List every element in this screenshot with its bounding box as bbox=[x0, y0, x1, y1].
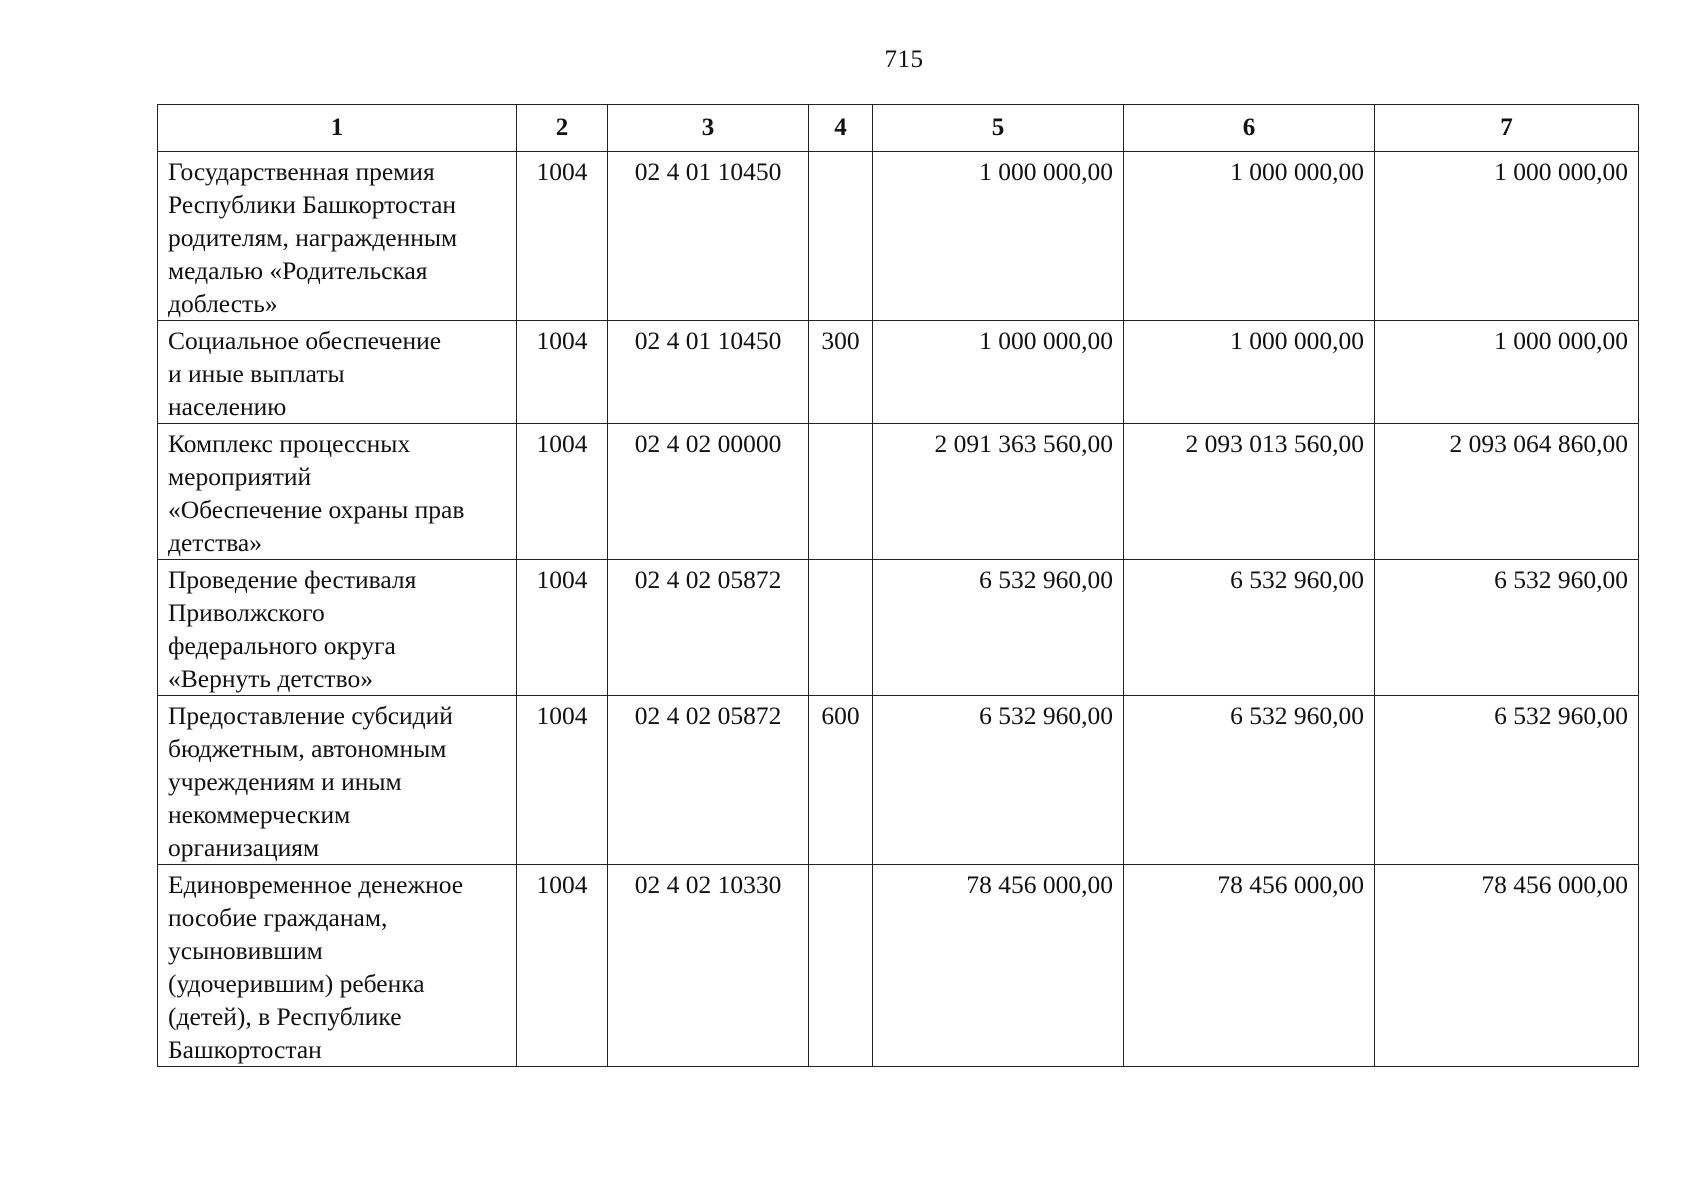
amount-cell: 6 532 960,00 bbox=[873, 560, 1124, 696]
budget-table bbox=[157, 104, 1639, 1067]
name-line: усыновившим bbox=[168, 936, 323, 965]
amount-cell: 6 532 960,00 bbox=[873, 696, 1124, 865]
name-line: некоммерческим bbox=[168, 800, 351, 829]
amount-cell: 78 456 000,00 bbox=[1375, 865, 1639, 1067]
name-line: Башкортостан bbox=[168, 1035, 322, 1064]
section-code-cell: 1004 bbox=[517, 865, 608, 1067]
name-line: Предоставление субсидий bbox=[168, 701, 453, 730]
section-code-cell: 1004 bbox=[517, 424, 608, 560]
amount-cell: 1 000 000,00 bbox=[1124, 321, 1375, 424]
name-line: «Обеспечение охраны прав bbox=[168, 495, 465, 524]
column-header: 2 bbox=[517, 105, 608, 152]
amount-cell: 2 093 064 860,00 bbox=[1375, 424, 1639, 560]
table-row bbox=[158, 865, 1639, 1067]
name-line: бюджетным, автономным bbox=[168, 734, 447, 763]
name-line: и иные выплаты bbox=[168, 359, 345, 388]
name-line: учреждениям и иным bbox=[168, 767, 402, 796]
table-row bbox=[158, 321, 1639, 424]
name-line: Государственная премия bbox=[168, 157, 435, 186]
amount-cell: 78 456 000,00 bbox=[873, 865, 1124, 1067]
name-line: Комплекс процессных bbox=[168, 429, 411, 458]
header-row bbox=[158, 105, 1639, 152]
expense-name-cell bbox=[158, 560, 517, 696]
name-line: «Вернуть детство» bbox=[168, 664, 373, 693]
name-line: Социальное обеспечение bbox=[168, 326, 442, 355]
table-row bbox=[158, 424, 1639, 560]
expense-type-cell: 300 bbox=[809, 321, 873, 424]
amount-cell: 6 532 960,00 bbox=[1124, 560, 1375, 696]
target-article-cell: 02 4 02 05872 bbox=[608, 560, 809, 696]
target-article-cell: 02 4 01 10450 bbox=[608, 321, 809, 424]
table-row bbox=[158, 152, 1639, 321]
target-article-cell: 02 4 02 00000 bbox=[608, 424, 809, 560]
name-line: детства» bbox=[168, 528, 262, 557]
expense-type-cell: 600 bbox=[809, 696, 873, 865]
name-line: (удочерившим) ребенка bbox=[168, 969, 425, 998]
expense-name-cell bbox=[158, 696, 517, 865]
name-line: Республики Башкортостан bbox=[168, 190, 457, 219]
table-row bbox=[158, 560, 1639, 696]
amount-cell: 1 000 000,00 bbox=[1375, 321, 1639, 424]
name-line: пособие гражданам, bbox=[168, 903, 388, 932]
column-header: 6 bbox=[1124, 105, 1375, 152]
amount-cell: 2 093 013 560,00 bbox=[1124, 424, 1375, 560]
name-line: медалью «Родительская bbox=[168, 256, 428, 285]
name-line: доблесть» bbox=[168, 289, 278, 318]
expense-name-cell bbox=[158, 321, 517, 424]
section-code-cell: 1004 bbox=[517, 696, 608, 865]
amount-cell: 1 000 000,00 bbox=[873, 321, 1124, 424]
section-code-cell: 1004 bbox=[517, 152, 608, 321]
name-line: Проведение фестиваля bbox=[168, 565, 417, 594]
table-row bbox=[158, 696, 1639, 865]
amount-cell: 6 532 960,00 bbox=[1375, 696, 1639, 865]
section-code-cell: 1004 bbox=[517, 560, 608, 696]
name-line: родителям, награжденным bbox=[168, 223, 458, 252]
amount-cell: 1 000 000,00 bbox=[873, 152, 1124, 321]
expense-type-cell bbox=[809, 424, 873, 560]
section-code-cell: 1004 bbox=[517, 321, 608, 424]
name-line: мероприятий bbox=[168, 462, 312, 491]
amount-cell: 1 000 000,00 bbox=[1124, 152, 1375, 321]
expense-type-cell bbox=[809, 560, 873, 696]
column-header: 4 bbox=[809, 105, 873, 152]
expense-type-cell bbox=[809, 152, 873, 321]
amount-cell: 78 456 000,00 bbox=[1124, 865, 1375, 1067]
name-line: Приволжского bbox=[168, 598, 325, 627]
page-number: 715 bbox=[884, 46, 924, 73]
expense-name-cell bbox=[158, 865, 517, 1067]
name-line: (детей), в Республике bbox=[168, 1002, 402, 1031]
expense-type-cell bbox=[809, 865, 873, 1067]
column-header: 1 bbox=[158, 105, 517, 152]
column-header: 3 bbox=[608, 105, 809, 152]
name-line: организациям bbox=[168, 833, 320, 862]
column-header: 5 bbox=[873, 105, 1124, 152]
name-line: населению bbox=[168, 392, 287, 421]
expense-name-cell bbox=[158, 152, 517, 321]
name-line: федерального округа bbox=[168, 631, 396, 660]
target-article-cell: 02 4 02 10330 bbox=[608, 865, 809, 1067]
target-article-cell: 02 4 02 05872 bbox=[608, 696, 809, 865]
expense-name-cell bbox=[158, 424, 517, 560]
amount-cell: 6 532 960,00 bbox=[1375, 560, 1639, 696]
column-header: 7 bbox=[1375, 105, 1639, 152]
target-article-cell: 02 4 01 10450 bbox=[608, 152, 809, 321]
name-line: Единовременное денежное bbox=[168, 870, 464, 899]
amount-cell: 2 091 363 560,00 bbox=[873, 424, 1124, 560]
amount-cell: 6 532 960,00 bbox=[1124, 696, 1375, 865]
amount-cell: 1 000 000,00 bbox=[1375, 152, 1639, 321]
